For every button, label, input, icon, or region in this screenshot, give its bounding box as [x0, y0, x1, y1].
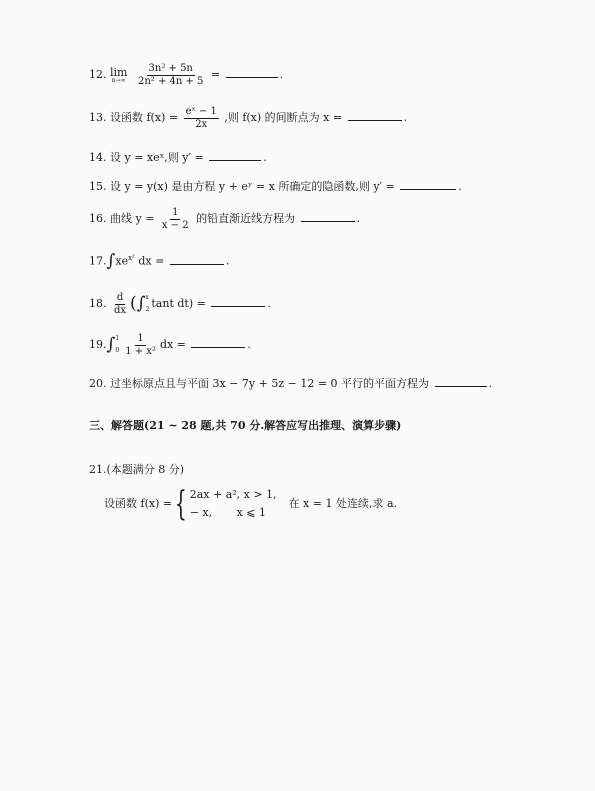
question-16-suffix: 的铅直渐近线方程为	[196, 212, 296, 225]
integral-sign: ∫	[106, 334, 116, 355]
integral-tail: dx =	[138, 254, 165, 268]
upper-limit: 1	[115, 335, 120, 342]
fraction	[160, 207, 191, 231]
integral-tail: dx =	[159, 338, 186, 351]
answer-blank[interactable]	[209, 150, 261, 161]
case-2: − x, x ⩽ 1	[189, 505, 267, 519]
fraction-denominator: 2x	[195, 118, 208, 130]
left-paren: (	[130, 293, 137, 314]
period: .	[225, 254, 230, 268]
answer-blank[interactable]	[400, 179, 456, 190]
question-19	[89, 333, 251, 357]
fraction-denominator: 1 + x²	[125, 345, 156, 357]
period: .	[403, 111, 408, 124]
question-14-text: 14. 设 y = xeˣ,则 y′ =	[89, 151, 204, 164]
question-15-text: 15. 设 y = y(x) 是由方程 y + eʸ = x 所确定的隐函数,则 y′ =	[89, 180, 395, 193]
limit-label: lim	[110, 65, 128, 79]
section-3-title: 三、解答题(21 ~ 28 题,共 70 分.解答应写出推理、演算步骤)	[89, 419, 402, 432]
derivative-numerator: d	[116, 292, 124, 303]
question-18-number: 18.	[89, 297, 107, 310]
lower-limit: 2	[145, 306, 150, 313]
question-19-number: 19.	[89, 338, 107, 351]
question-13	[89, 106, 407, 130]
period: .	[488, 377, 493, 390]
question-12	[89, 63, 283, 87]
question-18	[89, 292, 271, 316]
limit-subscript: n→∞	[111, 76, 126, 84]
question-21-prefix: 设函数 f(x) =	[104, 497, 173, 511]
integral-limits	[115, 336, 119, 354]
question-17	[89, 253, 229, 270]
derivative-denominator: dx	[114, 304, 127, 316]
question-15	[89, 179, 462, 192]
answer-blank[interactable]	[170, 254, 224, 265]
answer-blank[interactable]	[301, 211, 355, 222]
question-17-number: 17.	[89, 254, 107, 268]
cases	[190, 486, 277, 521]
integral-limits	[146, 295, 150, 313]
fraction	[123, 333, 158, 357]
period: .	[356, 212, 361, 225]
integral-sign: ∫	[106, 251, 116, 271]
integrand: tant dt	[151, 297, 189, 310]
question-21-suffix: 在 x = 1 处连续,求 a.	[288, 497, 398, 511]
left-brace: {	[174, 483, 187, 524]
fraction-numerator: 1	[137, 333, 144, 344]
exponent: x²	[128, 253, 135, 262]
integrand: xe	[115, 254, 129, 268]
answer-blank[interactable]	[191, 337, 245, 348]
question-12-number: 12.	[89, 68, 107, 81]
derivative-operator	[112, 292, 128, 316]
period: .	[263, 151, 267, 164]
question-16-text: 16. 曲线 y =	[89, 212, 155, 225]
fraction-numerator: 3n² + 5n	[148, 63, 193, 74]
question-13-suffix: ,则 f(x) 的间断点为 x =	[224, 111, 343, 124]
answer-blank[interactable]	[226, 67, 278, 78]
question-21	[104, 483, 398, 524]
question-20-text: 20. 过坐标原点且与平面 3x − 7y + 5z − 12 = 0 平行的平面方程为	[89, 377, 430, 390]
fraction-denominator: 2n² + 4n + 5	[137, 75, 204, 87]
question-13-text: 13. 设函数 f(x) =	[89, 111, 179, 124]
period: .	[267, 297, 271, 310]
answer-blank[interactable]	[435, 376, 487, 387]
equals-sign: =	[210, 68, 221, 81]
fraction	[136, 63, 205, 87]
question-16	[89, 207, 360, 231]
fraction-numerator: 1	[172, 207, 179, 218]
lower-limit: 0	[115, 347, 120, 354]
upper-limit: x	[145, 294, 149, 301]
integral-sign: ∫	[136, 293, 146, 314]
closing: ) =	[188, 297, 206, 310]
piecewise-function	[104, 483, 398, 524]
fraction-denominator: x − 2	[161, 219, 189, 231]
answer-blank[interactable]	[211, 296, 265, 307]
question-21-header: 21.(本题满分 8 分)	[89, 463, 185, 476]
period: .	[458, 180, 462, 193]
fraction-numerator: eˣ − 1	[185, 106, 217, 117]
period: .	[279, 68, 284, 81]
question-20	[89, 376, 492, 389]
question-14	[89, 150, 267, 163]
case-1: 2ax + a², x > 1,	[189, 488, 277, 501]
period: .	[247, 338, 251, 351]
answer-blank[interactable]	[348, 110, 402, 121]
limit-operator	[110, 67, 127, 84]
fraction	[184, 106, 219, 130]
